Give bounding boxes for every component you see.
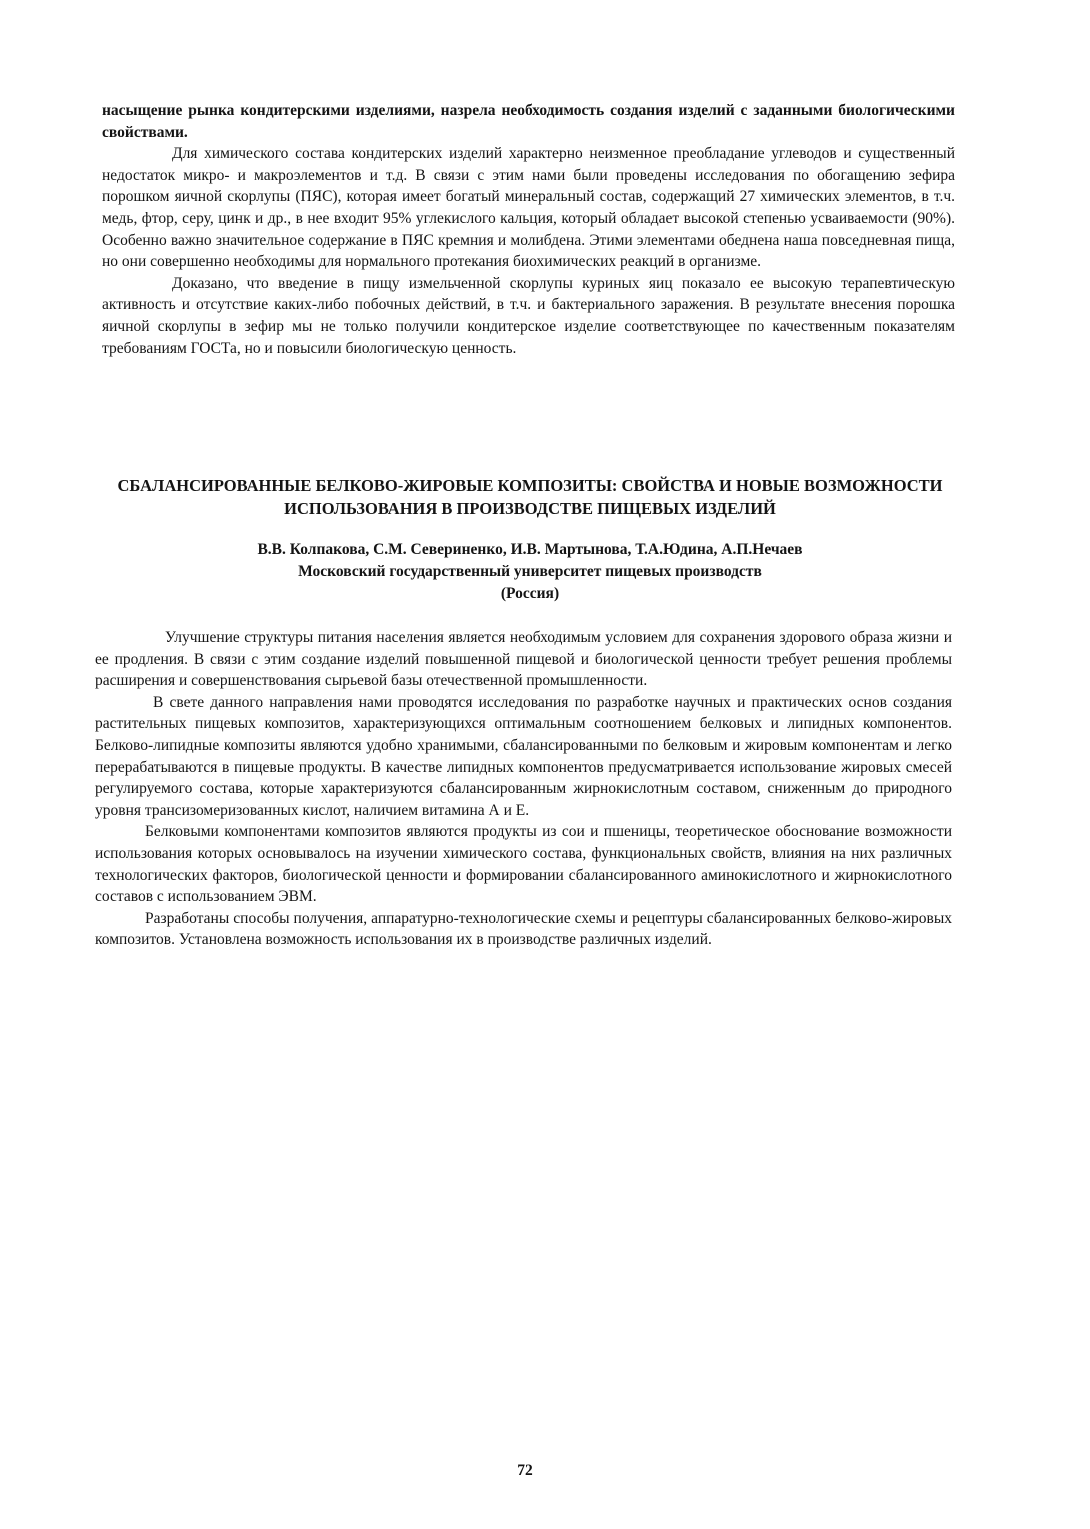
paragraph: Улучшение структуры питания населения является необходимым условием для сохранения здорового образа жизни и ее продления. В связи с этим создание изделий повышенной пищевой и биологической ценности требует решения проблемы расширения и совершенствования сырьевой базы отечественной промышленности. bbox=[95, 629, 952, 690]
paragraph: Доказано, что введение в пищу измельченной скорлупы куриных яиц показало ее высокую терапевтическую активность и отсутствие каких-либо побочных действий, в т.ч. и бактериального заражения. В результате внесения порошка яичной скорлупы в зефир мы не только получили кондитерское изделие соответствующее по качественным показателям требованиям ГОСТа, но и повысили биологическую ценность. bbox=[102, 274, 955, 357]
authors: В.В. Колпакова, С.М. Севериненко, И.В. Мартынова, Т.А.Юдина, А.П.Нечаев bbox=[257, 541, 803, 558]
previous-article-text bbox=[102, 100, 955, 359]
affiliation: Московский государственный университет пищевых производств bbox=[298, 563, 762, 580]
article-byline bbox=[110, 539, 950, 605]
paragraph: Для химического состава кондитерских изделий характерно неизменное преобладание углеводов и существенный недостаток микро- и макроэлементов и т.д. В связи с этим нами были проведены исследования по обогащению зефира порошком яичной скорлупы (ПЯС), которая имеет богатый минеральный состав, содержащий 27 химических элементов, в т.ч. медь, фтор, серу, цинк и др., в нее входит 95% углекислого кальция, который обладает высокой степенью усваиваемости (90%). Особенно важно значительное содержание в ПЯС кремния и молибдена. Этими элементами обеднена наша повседневная пища, но они совершенно необходимы для нормального протекания биохимических реакций в организме. bbox=[102, 145, 955, 271]
page-number: 72 bbox=[517, 1462, 533, 1479]
paragraph: Разработаны способы получения, аппаратурно-технологические схемы и рецептуры сбалансированных белково-жировых композитов. Установлена возможность использования их в производстве различных изделий. bbox=[95, 909, 952, 949]
paragraph: В свете данного направления нами проводятся исследования по разработке научных и практических основ создания растительных пищевых композитов, характеризующихся оптимальным соотношением белковых и липидных компонентов. Белково-липидные композиты являются удобно хранимыми, сбалансированными по белковым и жировым компонентам и легко перерабатываются в пищевые продукты. В качестве липидных компонентов предусматривается использование жировых смесей регулируемого состава, которые характеризуются сбалансированным жирнокислотным составом, сниженным до природного уровня трансизомеризованных кислот, наличием витамина А и Е. bbox=[95, 693, 952, 819]
article-body bbox=[95, 627, 952, 951]
article-title: СБАЛАНСИРОВАННЫЕ БЕЛКОВО-ЖИРОВЫЕ КОМПОЗИТЫ: СВОЙСТВА И НОВЫЕ ВОЗМОЖНОСТИ ИСПОЛЬЗОВАНИЯ В ПРОИЗВОДСТВЕ ПИЩЕВЫХ ИЗДЕЛИЙ bbox=[117, 476, 943, 518]
paragraph: насыщение рынка кондитерскими изделиями, назрела необходимость создания изделий с заданными биологическими свойствами. bbox=[102, 102, 955, 141]
country: (Россия) bbox=[500, 585, 560, 602]
paragraph: Белковыми компонентами композитов являются продукты из сои и пшеницы, теоретическое обоснование возможности использования которых основывалось на изучении химического состава, функциональных свойств, влияния на них различных технологических факторов, биологической ценности и формировании сбалансированного аминокислотного и жирнокислотного составов с использованием ЭВМ. bbox=[95, 823, 952, 906]
